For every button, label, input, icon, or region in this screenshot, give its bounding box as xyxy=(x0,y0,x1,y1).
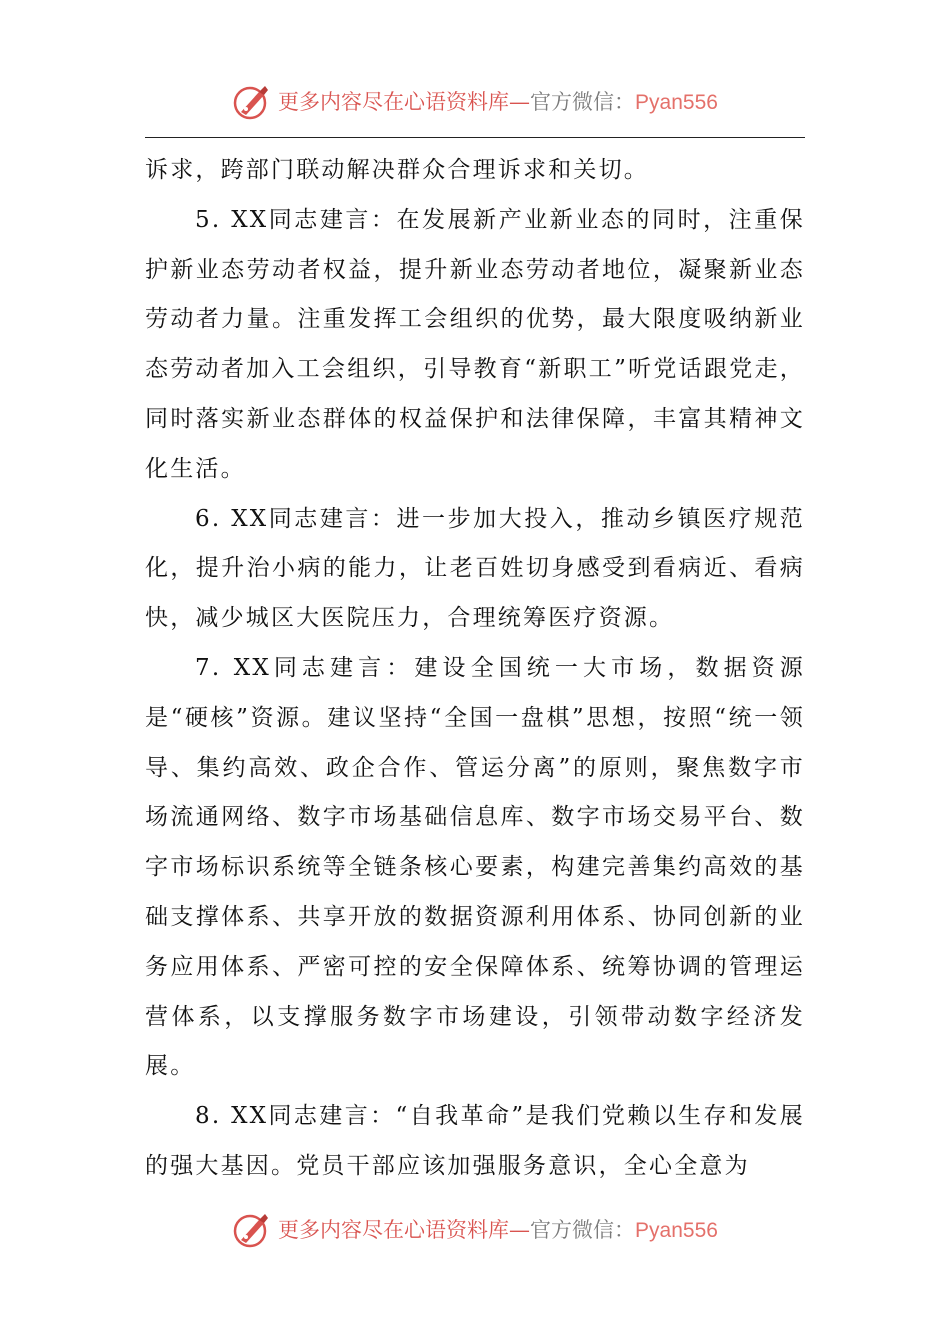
banner-text xyxy=(278,82,718,123)
footer-banner xyxy=(0,1210,950,1250)
banner-wechat-label: 官方微信： xyxy=(530,89,636,114)
pen-circle-logo-icon xyxy=(232,1210,272,1250)
paragraph-item-6: 6. XX同志建言：进一步加大投入，推动乡镇医疗规范化，提升治小病的能力，让老百姓切身感受到看病近、看病快，减少城区大医院压力，合理统筹医疗资源。 xyxy=(145,505,805,632)
banner-dash: — xyxy=(509,1217,531,1242)
pen-circle-logo-icon xyxy=(232,82,272,122)
document-body xyxy=(145,146,805,1192)
banner-wechat-handle: Pyan556 xyxy=(635,1218,718,1242)
paragraph-item-8: 8. XX同志建言：“自我革命”是我们党赖以生存和发展的强大基因。党员干部应该加强服务意识，全心全意为 xyxy=(145,1103,805,1179)
paragraph-item-5: 5. XX同志建言：在发展新产业新业态的同时，注重保护新业态劳动者权益，提升新业态劳动者地位，凝聚新业态劳动者力量。注重发挥工会组织的优势，最大限度吸纳新业态劳动者加入工会组织，引导教育“新职工”听党话跟党走，同时落实新业态群体的权益保护和法律保障，丰富其精神文化生活。 xyxy=(145,206,805,482)
header-divider xyxy=(145,137,805,138)
banner-site-name: 更多内容尽在心语资料库 xyxy=(278,1217,510,1242)
paragraph-item-7: 7. XX同志建言：建设全国统一大市场，数据资源是“硬核”资源。建议坚持“全国一盘棋”思想，按照“统一领导、集约高效、政企合作、管运分离”的原则，聚焦数字市场流通网络、数字市场基础信息库、数字市场交易平台、数字市场标识系统等全链条核心要素，构建完善集约高效的基础支撑体系、共享开放的数据资源利用体系、协同创新的业务应用体系、严密可控的安全保障体系、统筹协调的管理运营体系，以支撑服务数字市场建设，引领带动数字经济发展。 xyxy=(145,654,805,1080)
banner-wechat-label: 官方微信： xyxy=(530,1217,636,1242)
banner-wechat-handle: Pyan556 xyxy=(635,90,718,114)
banner-dash: — xyxy=(509,89,531,114)
header-banner xyxy=(0,82,950,122)
banner-text xyxy=(278,1210,718,1251)
banner-site-name: 更多内容尽在心语资料库 xyxy=(278,89,510,114)
paragraph-continuation: 诉求，跨部门联动解决群众合理诉求和关切。 xyxy=(145,157,649,183)
